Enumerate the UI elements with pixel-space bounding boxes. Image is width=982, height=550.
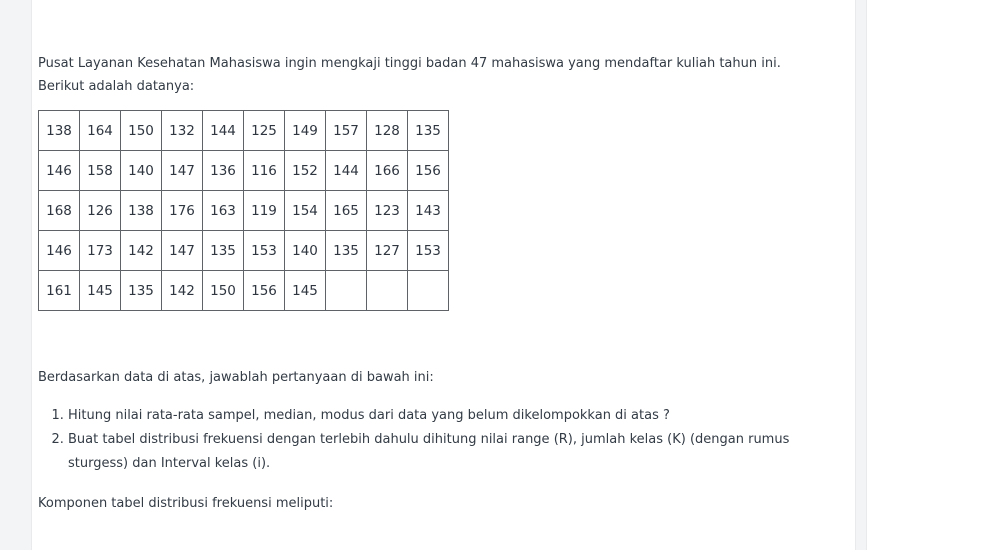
table-cell: 146 <box>39 151 80 191</box>
table-cell: 142 <box>121 231 162 271</box>
question-list <box>38 404 838 476</box>
table-cell: 166 <box>367 151 408 191</box>
height-data-table <box>38 110 449 311</box>
table-cell: 158 <box>80 151 121 191</box>
table-cell: 147 <box>162 231 203 271</box>
table-cell: 157 <box>326 111 367 151</box>
table-cell: 164 <box>80 111 121 151</box>
table-cell: 165 <box>326 191 367 231</box>
table-cell: 150 <box>121 111 162 151</box>
table-cell: 146 <box>39 231 80 271</box>
table-cell: 153 <box>408 231 449 271</box>
table-cell <box>408 271 449 311</box>
table-cell: 119 <box>244 191 285 231</box>
table-cell: 156 <box>244 271 285 311</box>
table-cell: 145 <box>285 271 326 311</box>
table-row <box>39 271 449 311</box>
table-cell: 143 <box>408 191 449 231</box>
right-panel <box>866 0 982 550</box>
table-cell: 136 <box>203 151 244 191</box>
table-cell: 144 <box>326 151 367 191</box>
table-cell: 154 <box>285 191 326 231</box>
question-item-2: 2. Buat tabel distribusi frekuensi dengan terlebih dahulu dihitung nilai range (R), jumlah kelas (K) (dengan rumus sturgess) dan Interval kelas (i). <box>68 428 838 476</box>
table-row <box>39 111 449 151</box>
table-cell: 173 <box>80 231 121 271</box>
table-cell: 128 <box>367 111 408 151</box>
table-cell <box>326 271 367 311</box>
intro-line-1: Pusat Layanan Kesehatan Mahasiswa ingin mengkaji tinggi badan 47 mahasiswa yang mendaftar kuliah tahun ini. <box>38 56 781 71</box>
table-cell: 135 <box>326 231 367 271</box>
table-cell: 145 <box>80 271 121 311</box>
table-cell: 135 <box>408 111 449 151</box>
table-cell: 161 <box>39 271 80 311</box>
table-cell: 176 <box>162 191 203 231</box>
table-cell: 156 <box>408 151 449 191</box>
table-cell: 132 <box>162 111 203 151</box>
table-cell: 168 <box>39 191 80 231</box>
table-cell: 125 <box>244 111 285 151</box>
table-cell: 127 <box>367 231 408 271</box>
components-heading: Komponen tabel distribusi frekuensi meliputi: <box>38 496 334 511</box>
table-row <box>39 151 449 191</box>
table-cell: 152 <box>285 151 326 191</box>
table-cell: 142 <box>162 271 203 311</box>
table-cell: 140 <box>285 231 326 271</box>
table-cell: 138 <box>39 111 80 151</box>
table-cell: 150 <box>203 271 244 311</box>
table-cell: 135 <box>203 231 244 271</box>
table-row <box>39 191 449 231</box>
table-cell: 116 <box>244 151 285 191</box>
table-cell <box>367 271 408 311</box>
table-cell: 123 <box>367 191 408 231</box>
question-content <box>38 52 838 511</box>
table-cell: 126 <box>80 191 121 231</box>
table-cell: 149 <box>285 111 326 151</box>
intro-line-2: Berikut adalah datanya: <box>38 79 195 94</box>
table-cell: 138 <box>121 191 162 231</box>
table-cell: 144 <box>203 111 244 151</box>
table-cell: 147 <box>162 151 203 191</box>
intro-text <box>38 52 838 98</box>
table-cell: 153 <box>244 231 285 271</box>
table-cell: 140 <box>121 151 162 191</box>
question-item-1: 1. Hitung nilai rata-rata sampel, median, modus dari data yang belum dikelompokkan di atas ? <box>68 404 838 428</box>
table-cell: 135 <box>121 271 162 311</box>
instruction-text: Berdasarkan data di atas, jawablah pertanyaan di bawah ini: <box>38 370 434 385</box>
table-cell: 163 <box>203 191 244 231</box>
table-row <box>39 231 449 271</box>
